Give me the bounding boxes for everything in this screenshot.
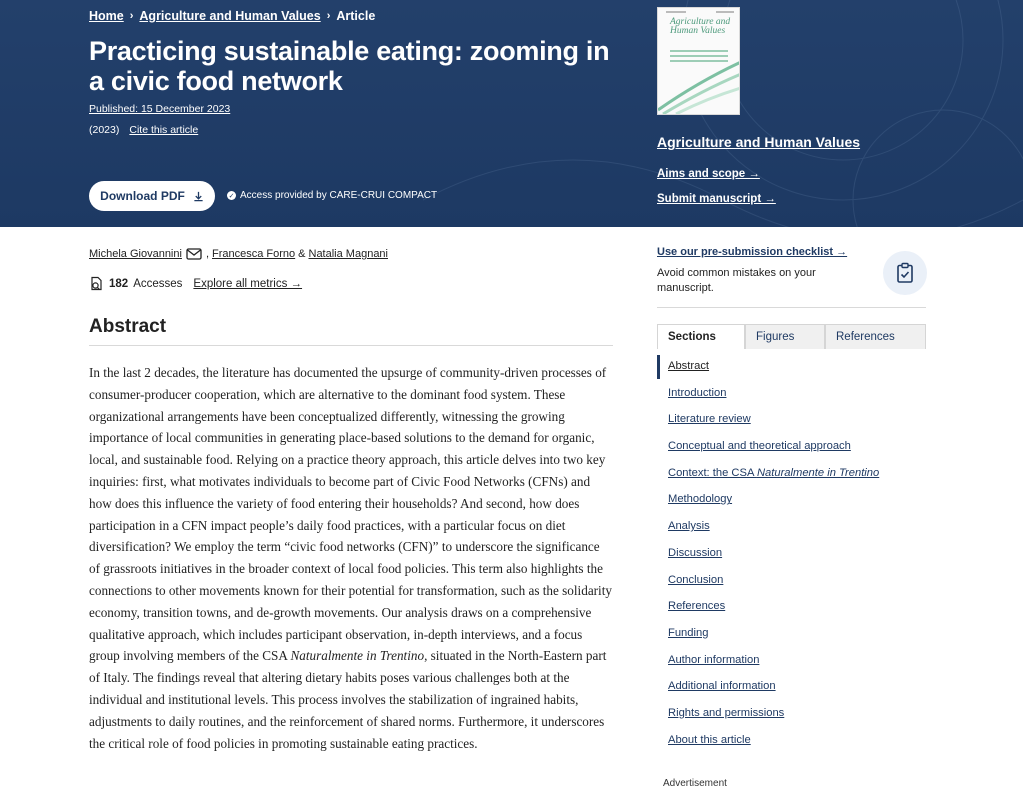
section-item-analysis [668, 520, 879, 547]
download-icon [193, 191, 204, 202]
author-separator: , [205, 248, 209, 260]
sections-nav [668, 360, 879, 760]
breadcrumb [89, 9, 375, 23]
author-list [89, 248, 388, 260]
accesses-icon [89, 276, 104, 291]
checklist-description: Avoid common mistakes on your manuscript. [657, 267, 816, 294]
author-link[interactable]: Natalia Magnani [308, 248, 388, 260]
aims-scope-link[interactable]: Aims and scope → [657, 168, 760, 180]
section-link-about-article[interactable]: About this article [668, 733, 751, 746]
journal-cover[interactable] [657, 7, 740, 115]
cover-top-strip [658, 11, 740, 14]
section-item-author-information [668, 654, 879, 681]
tab-figures[interactable]: Figures [745, 324, 825, 349]
section-item-funding [668, 627, 879, 654]
tab-sections[interactable]: Sections [657, 324, 745, 349]
section-item-literature-review [668, 413, 879, 440]
section-item-references [668, 600, 879, 627]
section-link-conceptual-approach[interactable]: Conceptual and theoretical approach [668, 440, 851, 453]
accesses-count: 182 [109, 277, 129, 290]
section-link-introduction[interactable]: Introduction [668, 386, 727, 399]
chevron-right-icon: › [326, 10, 331, 22]
section-link-rights-permissions[interactable]: Rights and permissions [668, 706, 785, 719]
sidebar-divider [657, 307, 926, 308]
active-section-indicator [657, 355, 660, 379]
section-item-about-article [668, 734, 879, 761]
section-item-discussion [668, 547, 879, 574]
published-date: Published: 15 December 2023 [89, 103, 231, 115]
section-item-introduction [668, 387, 879, 414]
section-link-analysis[interactable]: Analysis [668, 520, 710, 533]
download-pdf-label: Download PDF [100, 189, 185, 203]
section-item-conceptual-approach [668, 440, 879, 467]
section-link-funding[interactable]: Funding [668, 626, 709, 639]
section-link-conclusion[interactable]: Conclusion [668, 573, 724, 586]
section-link-discussion[interactable]: Discussion [668, 546, 723, 559]
cover-title: Agriculture and Human Values [670, 17, 731, 36]
access-text: Access provided by CARE-CRUI COMPACT [240, 190, 438, 201]
clipboard-check-icon [883, 251, 927, 295]
download-pdf-button[interactable] [89, 181, 215, 211]
section-link-additional-information[interactable]: Additional information [668, 680, 776, 693]
page-title: Practicing sustainable eating: zooming in a civic food network [89, 36, 610, 96]
advertisement-label: Advertisement [663, 778, 727, 789]
cite-line [89, 124, 198, 136]
section-item-additional-information [668, 680, 879, 707]
section-item-context [668, 467, 879, 494]
sidebar-tabs [657, 324, 926, 349]
section-item-abstract [668, 360, 879, 387]
abstract-divider [89, 345, 613, 346]
section-link-literature-review[interactable]: Literature review [668, 413, 751, 426]
metrics-bar [89, 276, 302, 291]
section-item-conclusion [668, 574, 879, 601]
submit-manuscript-link[interactable]: Submit manuscript → [657, 193, 776, 205]
abstract-heading: Abstract [89, 316, 167, 337]
section-link-abstract[interactable]: Abstract [668, 360, 710, 372]
author-ampersand: & [298, 248, 306, 260]
article-year: (2023) [89, 124, 120, 136]
breadcrumb-current: Article [336, 9, 376, 23]
section-item-methodology [668, 493, 879, 520]
breadcrumb-home[interactable]: Home [89, 9, 124, 23]
section-link-references[interactable]: References [668, 600, 726, 613]
tab-references[interactable]: References [825, 324, 926, 349]
article-header [0, 0, 1023, 227]
section-link-author-information[interactable]: Author information [668, 653, 760, 666]
journal-name-link[interactable]: Agriculture and Human Values [657, 134, 861, 150]
check-icon: ✓ [228, 192, 235, 200]
access-info [227, 190, 437, 201]
accesses-label: Accesses [133, 277, 183, 290]
abstract-text: In the last 2 decades, the literature has documented the upsurge of community-driven processes of consumer-producer cooperation, which are alternative to the dominant food system. These organizational arrangements have been conceptualized differently, witnessing the growing importance of local communities in generating place-based solutions to the demand for organic, local, and sustainable food. Relying on a practice theory approach, this article delves into two key inquiries: first, what motivates individuals to become part of Civic Food Networks (CFNs) and how does this influence the variety of food entering their households? And second, how does participation in a CFN impact people’s daily food practices, with a particular focus on diet diversification? We employ the term “civic food networks (CFN)” to underscore the significance of grassroots initiatives in the broader context of local food policies. This term also highlights the connections to other movements known for their potential for transformation, such as the solidarity economy, transition towns, and de-growth movements. Our analysis draws on a comprehensive qualitative approach, which includes participant observation, in-depth interviews, and a focus group involving members of the CSA Naturalmente in Trentino, situated in the North-Eastern part of Italy. The findings reveal that altering dietary habits poses various challenges both at the individual and institutional levels. This process involves the stabilization of ingrained habits, adjustments to daily routines, and the reinforcement of shared norms. Furthermore, it underscores the critical role of food policies in promoting sustainable eating practices. [89, 365, 612, 751]
breadcrumb-journal[interactable]: Agriculture and Human Values [139, 9, 321, 23]
author-link[interactable]: Francesca Forno [212, 248, 296, 260]
author-link[interactable]: Michela Giovannini [89, 248, 182, 260]
chevron-right-icon: › [129, 10, 134, 22]
cite-article-link[interactable]: Cite this article [129, 124, 199, 136]
section-item-rights-permissions [668, 707, 879, 734]
mail-icon[interactable] [186, 248, 202, 260]
explore-metrics-link[interactable]: Explore all metrics → [193, 277, 303, 290]
section-link-methodology[interactable]: Methodology [668, 493, 733, 506]
section-link-context[interactable]: Context: the CSA Naturalmente in Trentino [668, 466, 880, 479]
pre-submission-checklist-link[interactable]: Use our pre-submission checklist → [657, 246, 848, 258]
cover-leaf-art [658, 52, 740, 114]
